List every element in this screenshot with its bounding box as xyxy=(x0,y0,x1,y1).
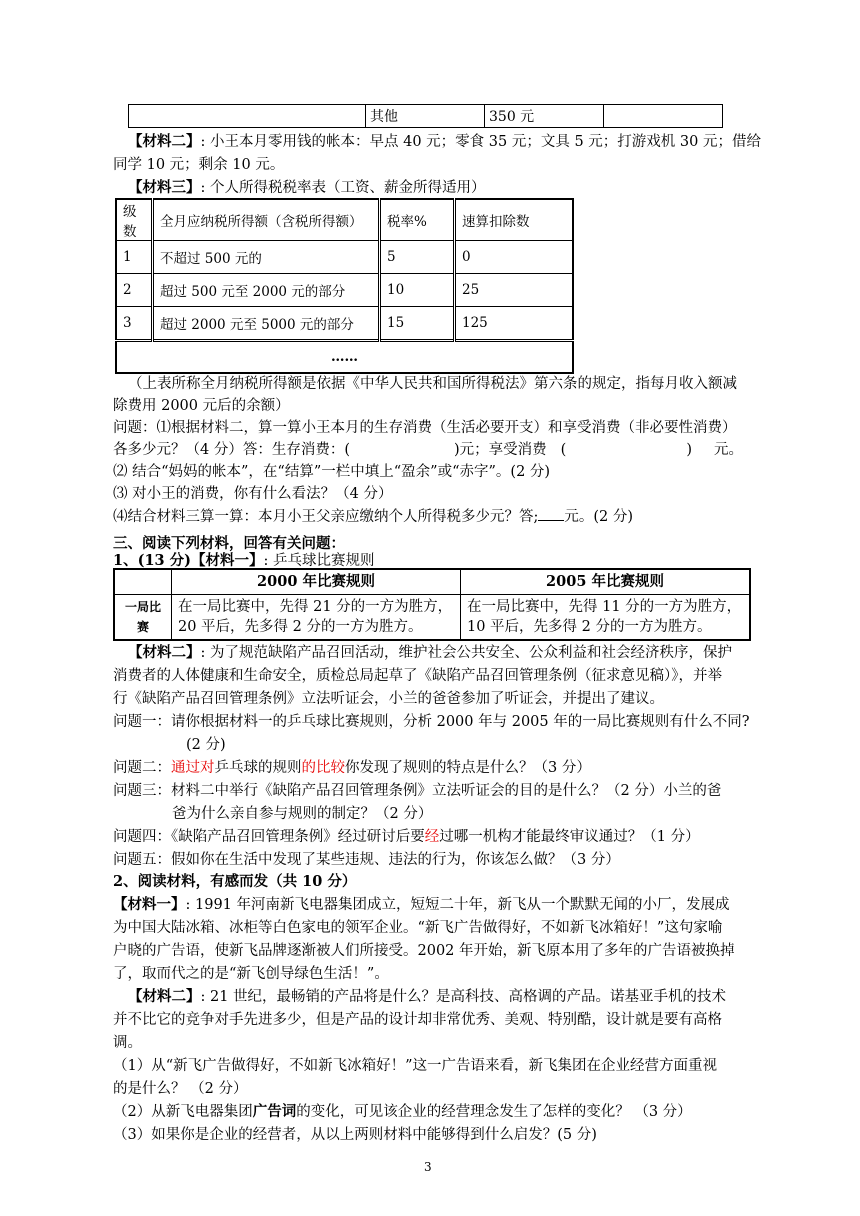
item-cell: 其他 xyxy=(366,105,485,128)
q4-unit: 元。(2 分) xyxy=(564,509,634,525)
material-3-text: : 个人所得税税率表（工资、薪金所得适用） xyxy=(200,180,486,196)
header-rate: 税率% xyxy=(380,199,455,241)
cell-income: 不超过 500 元的 xyxy=(153,241,380,274)
question-1-line2 xyxy=(113,440,743,460)
problem-3-line1: 问题三：材料二中举行《缺陷产品召回管理条例》立法听证会的目的是什么？（2 分）小兰的爸 xyxy=(113,783,722,799)
pingpong-rules-table xyxy=(113,568,751,641)
q1-middle: )元；享受消费 xyxy=(454,442,547,458)
p4-red: 经 xyxy=(424,829,440,845)
amount-cell: 350 元 xyxy=(485,105,604,128)
tax-rate-table xyxy=(115,198,574,374)
header-2000: 2000 年比赛规则 xyxy=(172,569,461,595)
rule-2000-cell xyxy=(172,595,461,641)
p2-red-1: 通过对 xyxy=(171,760,215,776)
question-2: ⑵ 结合“妈妈的帐本”，在“结算”一栏中填上“盈余”或“赤字”。(2 分) xyxy=(113,464,551,480)
table-row xyxy=(116,241,573,274)
material-2-line1 xyxy=(128,132,761,152)
b-material-2-line3: 行《缺陷产品召回管理条例》立法听证会，小兰的爸爸参加了听证会，并提出了建议。 xyxy=(113,691,664,707)
problem-3-line2: 爸为什么亲自参与规则的制定？（2 分） xyxy=(172,806,433,822)
x-material-2-line2: 并不比它的竞争对手先进多少，但是产品的设计却非常优秀、美观、特别酷，设计就是要有高格 xyxy=(113,1012,722,1028)
x-material-2-line3: 调。 xyxy=(113,1035,142,1051)
cell-rate: 5 xyxy=(380,241,455,274)
header-level: 级数 xyxy=(116,199,153,241)
problem-2 xyxy=(113,758,591,778)
problem-4 xyxy=(113,827,700,847)
x-question-3: （3）如果你是企业的经营者，从以上两则材料中能够得到什么启发？(5 分) xyxy=(113,1127,597,1143)
material-2-label: 【材料二】 xyxy=(128,133,201,150)
note-line1: （上表所称全月纳税所得额是依据《中华人民共和国所得税法》第六条的规定，指每月收入额减 xyxy=(128,376,737,392)
header-income: 全月应纳税所得额（含税所得额） xyxy=(153,199,380,241)
question-3: ⑶ 对小王的消费，你有什么看法？（4 分） xyxy=(113,486,393,502)
cell-rate: 15 xyxy=(380,307,455,341)
tax-answer-blank[interactable] xyxy=(538,506,564,521)
x-q2-text-1: （2）从新飞电器集团 xyxy=(113,1104,253,1120)
q1-heading-label: 1、(13 分)【材料一】 xyxy=(113,552,264,569)
result-cell xyxy=(604,105,723,128)
cell-income: 超过 2000 元至 5000 元的部分 xyxy=(153,307,380,341)
rule-2005-line2: 10 平后，先多得 2 分的一方为胜方。 xyxy=(467,619,712,635)
corner-cell xyxy=(114,569,172,595)
note-line2: 除费用 2000 元后的余额） xyxy=(113,398,290,414)
material-3-line xyxy=(128,178,486,198)
cell-level: 3 xyxy=(116,307,153,341)
x-material-2-text: : 21 世纪，最畅销的产品将是什么？是高科技、高格调的产品。诺基亚手机的技术 xyxy=(200,989,727,1005)
problem-5: 问题五：假如你在生活中发现了某些违规、违法的行为，你该怎么做？（3 分） xyxy=(113,852,620,868)
cell-level: 2 xyxy=(116,274,153,307)
b-material-2-text: : 为了规范缺陷产品召回活动，维护社会公共安全、公众利益和社会经济秩序，保护 xyxy=(200,645,732,661)
rule-2000-line2: 20 平后，先多得 2 分的一方为胜方。 xyxy=(178,619,423,635)
b-material-2-line1 xyxy=(128,643,732,663)
ellipsis-cell: …… xyxy=(116,341,573,374)
table-row xyxy=(116,341,573,374)
material-3-label: 【材料三】 xyxy=(128,179,201,196)
x-material-1-line2: 为中国大陆冰箱、冰柜等白色家电的领军企业。“新飞广告做得好，不如新飞冰箱好！”这句家喻 xyxy=(113,920,723,936)
q1-unit: 元。 xyxy=(714,442,744,458)
x-question-1-line1: （1）从“新飞广告做得好，不如新飞冰箱好！”这一广告语来看，新飞集团在企业经营方面重视 xyxy=(113,1058,718,1074)
q4-text: ⑷结合材料三算一算：本月小王父亲应缴纳个人所得税多少元？答; xyxy=(113,509,539,525)
material-2-line2: 同学 10 元；剩余 10 元。 xyxy=(113,157,285,173)
q1-close: ) xyxy=(686,442,693,458)
x-material-1-line4: 了，取而代之的是“新飞创导绿色生活！”。 xyxy=(113,966,389,982)
problem-1-line1: 问题一：请你根据材料一的乒乓球比赛规则，分析 2000 年与 2005 年的一局比赛规则有什么不同? xyxy=(113,714,750,730)
section-2-title: 2、阅读材料，有感而发（共 10 分） xyxy=(113,873,357,890)
table-row xyxy=(116,307,573,341)
cell-deduction: 25 xyxy=(455,274,574,307)
x-question-2 xyxy=(113,1102,692,1122)
row-label: 一局比赛 xyxy=(114,595,172,641)
x-question-1-line2: 的是什么？ （2 分） xyxy=(113,1081,248,1097)
x-material-1-text: : 1991 年河南新飞电器集团成立，短短二十年，新飞从一个默默无闻的小厂，发展成 xyxy=(185,897,730,913)
b-material-2-line2: 消费者的人体健康和生命安全，质检总局起草了《缺陷产品召回管理条例（征求意见稿）》，并举 xyxy=(113,668,722,684)
table-header-row xyxy=(114,569,750,595)
table-row xyxy=(114,595,750,641)
page-number: 3 xyxy=(424,1160,432,1174)
section-3-title: 三、阅读下列材料，回答有关问题： xyxy=(113,535,345,552)
cell-level: 1 xyxy=(116,241,153,274)
q1-prefix: 各多少元？（4 分）答：生存消费：( xyxy=(113,442,350,458)
p4-text-2: 过哪一机构才能最终审议通过？（1 分） xyxy=(439,829,700,845)
p2-topic: 乒乓球的规则 xyxy=(214,760,302,776)
header-deduction: 速算扣除数 xyxy=(455,199,574,241)
p2-red-2: 的比较 xyxy=(301,760,345,776)
q1-open: ( xyxy=(560,442,567,458)
problem-1-line2: (2 分) xyxy=(186,737,226,753)
p4-text-1: 问题四：《缺陷产品召回管理条例》经过研讨后要 xyxy=(113,829,425,845)
rule-2005-line1: 在一局比赛中，先得 11 分的一方为胜方， xyxy=(467,599,742,615)
blank-cell xyxy=(129,105,366,128)
question-1-line1: 问题：⑴根据材料二，算一算小王本月的生存消费（生活必要开支）和享受消费（非必要性消费） xyxy=(113,420,737,436)
cell-rate: 10 xyxy=(380,274,455,307)
rule-2005-cell xyxy=(461,595,751,641)
x-q2-bold: 广告词 xyxy=(252,1103,297,1120)
expense-table-row xyxy=(128,104,723,128)
q1-heading-text: : 乒乓球比赛规则 xyxy=(263,553,375,569)
cell-deduction: 125 xyxy=(455,307,574,341)
x-material-2-line1 xyxy=(128,987,726,1007)
b-material-2-label: 【材料二】 xyxy=(128,644,201,661)
p2-question: 你发现了规则的特点是什么？（3 分） xyxy=(345,760,591,776)
question-4 xyxy=(113,506,633,527)
rule-2000-line1: 在一局比赛中，先得 21 分的一方为胜方， xyxy=(178,599,453,615)
table-header-row xyxy=(116,199,573,241)
table-row xyxy=(116,274,573,307)
x-q2-text-2: 的变化，可见该企业的经营理念发生了怎样的变化？ （3 分） xyxy=(296,1104,692,1120)
x-material-1-line1 xyxy=(113,895,730,915)
x-material-1-line3: 户晓的广告语，使新飞品牌逐渐被人们所接受。2002 年开始，新飞原本用了多年的广告语被换掉 xyxy=(113,943,735,959)
x-material-1-label: 【材料一】 xyxy=(113,896,186,913)
material-2-text: : 小王本月零用钱的帐本：早点 40 元；零食 35 元；文具 5 元；打游戏机 30 元；借给 xyxy=(200,134,761,150)
header-2005: 2005 年比赛规则 xyxy=(461,569,751,595)
p2-label: 问题二： xyxy=(113,760,171,776)
cell-income: 超过 500 元至 2000 元的部分 xyxy=(153,274,380,307)
x-material-2-label: 【材料二】 xyxy=(128,988,201,1005)
cell-deduction: 0 xyxy=(455,241,574,274)
